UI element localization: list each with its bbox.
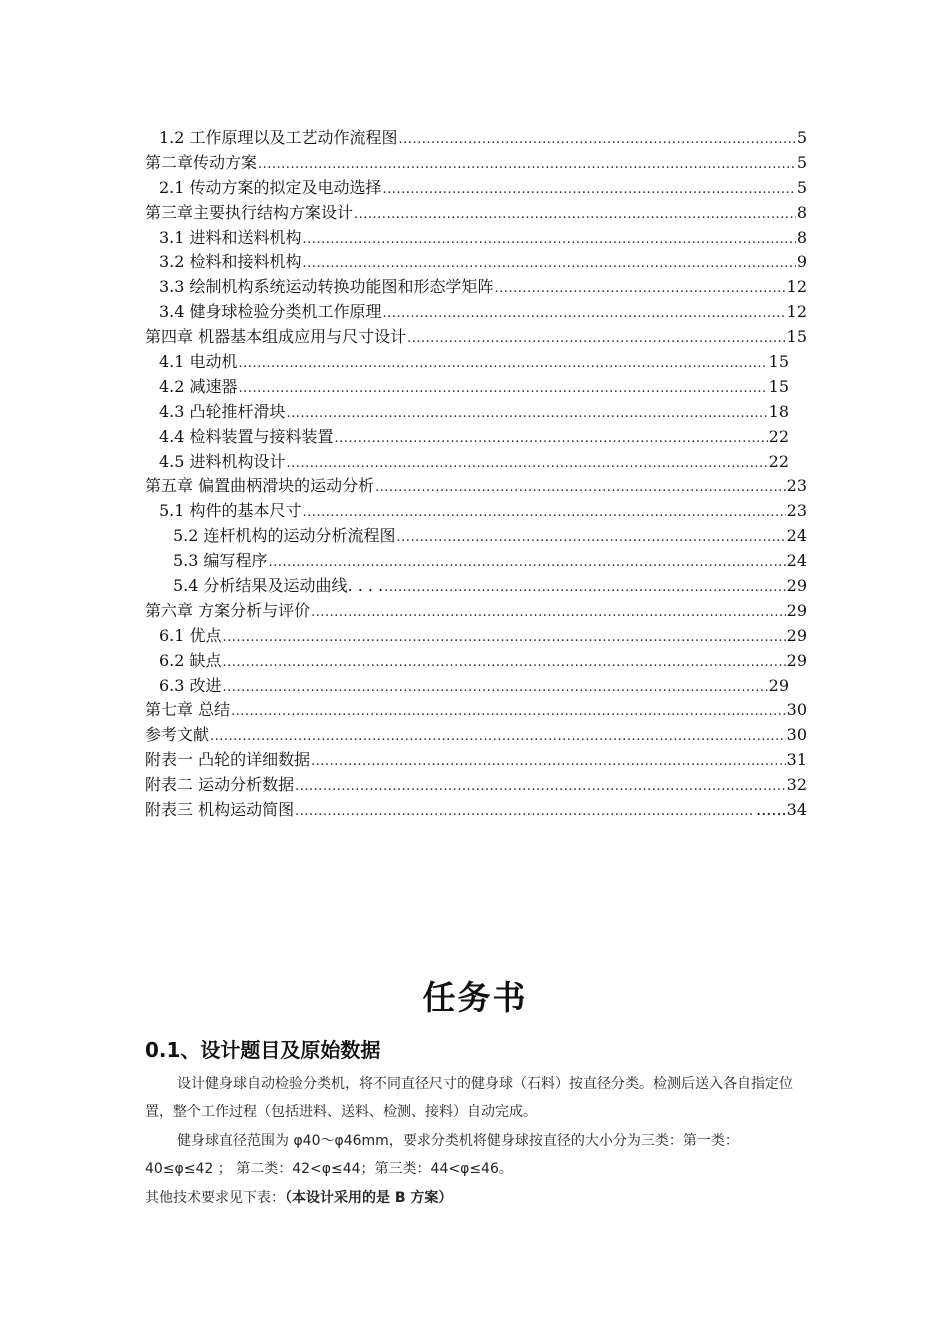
toc-leader-dots (303, 252, 796, 277)
toc-entry-page: 22 (768, 426, 789, 446)
toc-entry-title: 3.4 健身球检验分类机工作原理 (159, 302, 382, 322)
toc-entry[interactable] (145, 325, 807, 350)
section-heading: 0.1、设计题目及原始数据 (145, 1038, 381, 1062)
toc-entry-title: 3.3 绘制机构系统运动转换功能图和形态学矩阵 (159, 277, 494, 297)
toc-entry-title: 4.1 电动机 (159, 352, 238, 372)
toc-entry[interactable] (145, 599, 807, 624)
paragraph-diameter-range: 健身球直径范围为 φ40～φ46mm，要求分类机将健身球按直径的大小分为三类：第一类： 40≤φ≤42 ； 第二类：42<φ≤44；第三类：44<φ≤46。 (145, 1133, 739, 1177)
toc-entry-title: 附表三 机构运动简图 (145, 800, 295, 820)
toc-entry-page: 29 (786, 576, 807, 596)
toc-leader-dots (335, 427, 768, 452)
toc-entry-page: 29 (768, 675, 789, 695)
toc-leader-dots (210, 725, 786, 750)
toc-entry-title: 4.3 凸轮推杆滑块 (159, 401, 286, 421)
toc-entry[interactable] (145, 499, 807, 524)
toc-entry-page: 24 (786, 551, 807, 571)
toc-entry-page: 15 (786, 327, 807, 347)
toc-entry[interactable] (145, 450, 807, 475)
toc-leader-dots (239, 377, 768, 402)
toc-entry[interactable] (145, 748, 807, 773)
toc-leader-dots (223, 651, 786, 676)
toc-entry-page: 32 (786, 775, 807, 795)
task-title: 任务书 (422, 978, 528, 1017)
toc-leader-dots (269, 551, 786, 576)
toc-leader-dots (287, 452, 768, 477)
toc-leader-dots (384, 576, 786, 601)
toc-entry-page: 23 (786, 476, 807, 496)
toc-leader-dots (354, 203, 796, 228)
requirements-prefix: 其他技术要求见下表： (145, 1190, 285, 1206)
toc-entry-title: 5.3 编写程序 (173, 551, 268, 571)
toc-leader-dots (407, 327, 786, 352)
toc-entry-title: 参考文献 (145, 725, 210, 745)
toc-entry-title: 6.2 缺点 (159, 650, 222, 670)
toc-entry-title: 3.2 检料和接料机构 (159, 252, 302, 272)
toc-entry[interactable] (145, 201, 807, 226)
toc-entry-title: 第四章 机器基本组成应用与尺寸设计 (145, 327, 407, 347)
toc-leader-dots (231, 700, 786, 725)
toc-entry[interactable] (145, 176, 807, 201)
toc-entry-title: 4.2 减速器 (159, 376, 238, 396)
toc-entry-title: 5.2 连杆机构的运动分析流程图 (173, 526, 396, 546)
toc-leader-dots (399, 128, 796, 153)
toc-entry-page: ......34 (756, 800, 807, 820)
toc-leader-dots (303, 501, 786, 526)
toc-entry-page: 12 (786, 302, 807, 322)
toc-leader-dots (383, 178, 796, 203)
toc-entry-title: 1.2 工作原理以及工艺动作流程图 (159, 128, 398, 147)
toc-entry-title: 附表二 运动分析数据 (145, 775, 295, 795)
toc-entry[interactable] (145, 275, 807, 300)
toc-leader-dots (495, 277, 786, 302)
toc-leader-dots (239, 352, 768, 377)
toc-leader-dots (295, 800, 755, 825)
toc-entry[interactable] (145, 723, 807, 748)
toc-entry[interactable] (145, 151, 807, 176)
toc-entry[interactable] (145, 698, 807, 723)
toc-entry[interactable] (145, 126, 807, 151)
toc-entry-title: 4.4 检料装置与接料装置 (159, 426, 334, 446)
toc-leader-dots (397, 526, 786, 551)
toc-entry-title: 6.1 优点 (159, 625, 222, 645)
toc-entry-title: 2.1 传动方案的拟定及电动选择 (159, 177, 382, 197)
toc-leader-dots (375, 476, 786, 501)
toc-entry-title: 5.4 分析结果及运动曲线. . . . (173, 576, 384, 596)
table-of-contents (145, 126, 807, 823)
paragraph-design-topic: 设计健身球自动检验分类机，将不同直径尺寸的健身球（石料）按直径分类。检测后送入各自指定位置，整个工作过程（包括进料、送料、检测、接料）自动完成。 (145, 1076, 793, 1120)
paragraph-other-requirements (145, 1184, 810, 1212)
toc-leader-dots (311, 750, 786, 775)
toc-entry-page: 5 (796, 177, 807, 197)
toc-entry-page: 15 (768, 352, 789, 372)
toc-entry-page: 29 (786, 600, 807, 620)
toc-entry[interactable] (145, 474, 807, 499)
toc-entry[interactable] (145, 425, 807, 450)
toc-entry-page: 5 (796, 152, 807, 172)
toc-leader-dots (311, 601, 786, 626)
toc-entry[interactable] (145, 674, 807, 699)
toc-entry-page: 12 (786, 277, 807, 297)
toc-entry-page: 8 (796, 202, 807, 222)
toc-leader-dots (295, 775, 786, 800)
toc-entry-page: 29 (786, 625, 807, 645)
toc-leader-dots (258, 153, 796, 178)
toc-entry[interactable] (145, 400, 807, 425)
toc-entry-page: 29 (786, 650, 807, 670)
toc-entry-title: 5.1 构件的基本尺寸 (159, 501, 302, 521)
toc-entry-page: 30 (786, 725, 807, 745)
toc-entry-title: 第六章 方案分析与评价 (145, 600, 311, 620)
toc-entry[interactable] (145, 574, 807, 599)
toc-entry-page: 9 (796, 252, 807, 272)
toc-entry-title: 第三章主要执行结构方案设计 (145, 202, 354, 222)
toc-entry-page: 31 (786, 750, 807, 770)
toc-entry[interactable] (145, 375, 807, 400)
toc-entry-title: 4.5 进料机构设计 (159, 451, 286, 471)
toc-entry[interactable] (145, 798, 807, 823)
toc-leader-dots (287, 402, 768, 427)
toc-entry-page: 15 (768, 376, 789, 396)
toc-leader-dots (303, 228, 796, 253)
toc-entry[interactable] (145, 350, 807, 375)
toc-entry[interactable] (145, 250, 807, 275)
toc-leader-dots (223, 676, 768, 701)
toc-entry-title: 6.3 改进 (159, 675, 222, 695)
toc-entry-title: 第二章传动方案 (145, 152, 258, 172)
toc-entry-page: 18 (768, 401, 789, 421)
toc-entry-page: 24 (786, 526, 807, 546)
toc-entry-page: 5 (796, 128, 807, 147)
toc-entry-page: 23 (786, 501, 807, 521)
toc-leader-dots (223, 626, 786, 651)
toc-entry-title: 3.1 进料和送料机构 (159, 227, 302, 247)
toc-entry[interactable] (145, 226, 807, 251)
toc-entry-title: 附表一 凸轮的详细数据 (145, 750, 311, 770)
toc-entry[interactable] (145, 649, 807, 674)
toc-entry-page: 8 (796, 227, 807, 247)
toc-entry[interactable] (145, 300, 807, 325)
toc-entry-page: 30 (786, 700, 807, 720)
toc-entry[interactable] (145, 524, 807, 549)
toc-entry-title: 第七章 总结 (145, 700, 231, 720)
toc-leader-dots (383, 302, 786, 327)
toc-entry[interactable] (145, 549, 807, 574)
toc-entry[interactable] (145, 624, 807, 649)
toc-entry-title: 第五章 偏置曲柄滑块的运动分析 (145, 476, 375, 496)
requirements-note: （本设计采用的是 B 方案） (285, 1190, 453, 1206)
toc-entry-page: 22 (768, 451, 789, 471)
toc-entry[interactable] (145, 773, 807, 798)
